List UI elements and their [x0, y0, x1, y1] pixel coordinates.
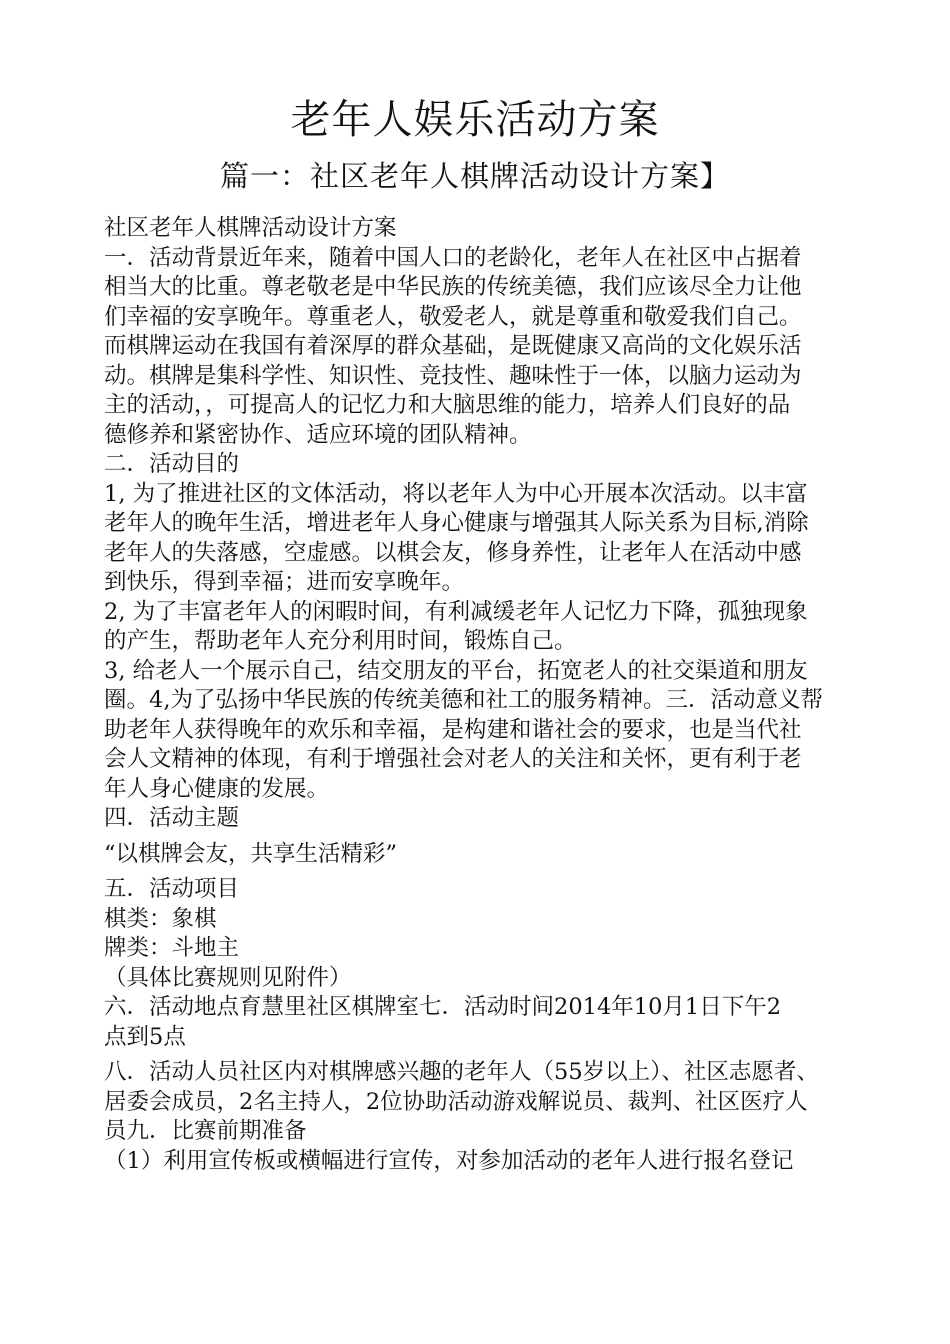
body-line: 到快乐，得到幸福；进而安享晚年。 — [104, 569, 465, 595]
body-line: 相当大的比重。尊老敬老是中华民族的传统美德，我们应该尽全力让他 — [104, 274, 802, 300]
body-line: 六．活动地点育慧里社区棋牌室七．活动时间2014年10月1日下午2 — [104, 994, 782, 1020]
body-line: 2, 为了丰富老年人的闲暇时间，有利减缓老年人记忆力下降，孤独现象 — [104, 598, 808, 625]
body-line: 助老年人获得晚年的欢乐和幸福，是构建和谐社会的要求，也是当代社 — [104, 716, 802, 743]
document-subtitle: 篇一：社区老年人棋牌活动设计方案】 — [219, 159, 730, 193]
body-line: 棋类：象棋 — [104, 905, 217, 932]
body-line: 1, 为了推进社区的文体活动，将以老年人为中心开展本次活动。以丰富 — [104, 480, 808, 507]
body-line: 德修养和紧密协作、适应环境的团队精神。 — [104, 421, 532, 448]
body-line: （1）利用宣传板或横幅进行宣传，对参加活动的老年人进行报名登记 — [104, 1147, 794, 1174]
body-line: 老年人的失落感，空虚感。以棋会友，修身养性，让老年人在活动中感 — [104, 539, 802, 566]
body-line: 一．活动背景近年来，随着中国人口的老龄化，老年人在社区中占据着 — [104, 244, 802, 271]
body-line: （具体比赛规则见附件） — [104, 964, 352, 991]
body-line: 主的活动，，可提高人的记忆力和大脑思维的能力，培养人们良好的品 — [104, 392, 791, 418]
body-line: 3, 给老人一个展示自己，结交朋友的平台，拓宽老人的社交渠道和朋友 — [104, 657, 808, 684]
body-line: 员九．比赛前期准备 — [104, 1118, 307, 1144]
body-line: 八．活动人员社区内对棋牌感兴趣的老年人（55岁以上）、社区志愿者、 — [104, 1059, 819, 1085]
body-line: 二．活动目的 — [104, 451, 240, 477]
body-line: 们幸福的安享晚年。尊重老人，敬爱老人，就是尊重和敬爱我们自己。 — [104, 303, 802, 330]
body-line: 年人身心健康的发展。 — [104, 775, 330, 802]
body-line: 会人文精神的体现，有利于增强社会对老人的关注和关怀，更有利于老 — [104, 746, 802, 772]
body-line: 点到5点 — [104, 1023, 186, 1050]
document-body — [104, 214, 864, 1176]
body-line: 五．活动项目 — [104, 876, 240, 902]
body-line: 社区老年人棋牌活动设计方案 — [104, 215, 397, 241]
body-line: 而棋牌运动在我国有着深厚的群众基础，是既健康又高尚的文化娱乐活 — [104, 333, 802, 359]
body-line: 牌类：斗地主 — [104, 935, 240, 961]
body-line: 的产生，帮助老年人充分利用时间，锻炼自己。 — [104, 628, 577, 654]
body-line: 圈。4,为了弘扬中华民族的传统美德和社工的服务精神。三．活动意义帮 — [104, 687, 823, 713]
body-line: 四．活动主题 — [104, 805, 240, 831]
body-line: 老年人的晚年生活，增进老年人身心健康与增强其人际关系为目标,消除 — [104, 510, 809, 536]
body-line: 居委会成员，2名主持人，2位协助活动游戏解说员、裁判、社区医疗人 — [104, 1088, 808, 1115]
body-line: 动。棋牌是集科学性、知识性、竞技性、趣味性于一体，以脑力运动为 — [104, 362, 802, 389]
body-line: “以棋牌会友，共享生活精彩” — [104, 840, 398, 867]
document-title: 老年人娱乐活动方案 — [290, 97, 660, 143]
